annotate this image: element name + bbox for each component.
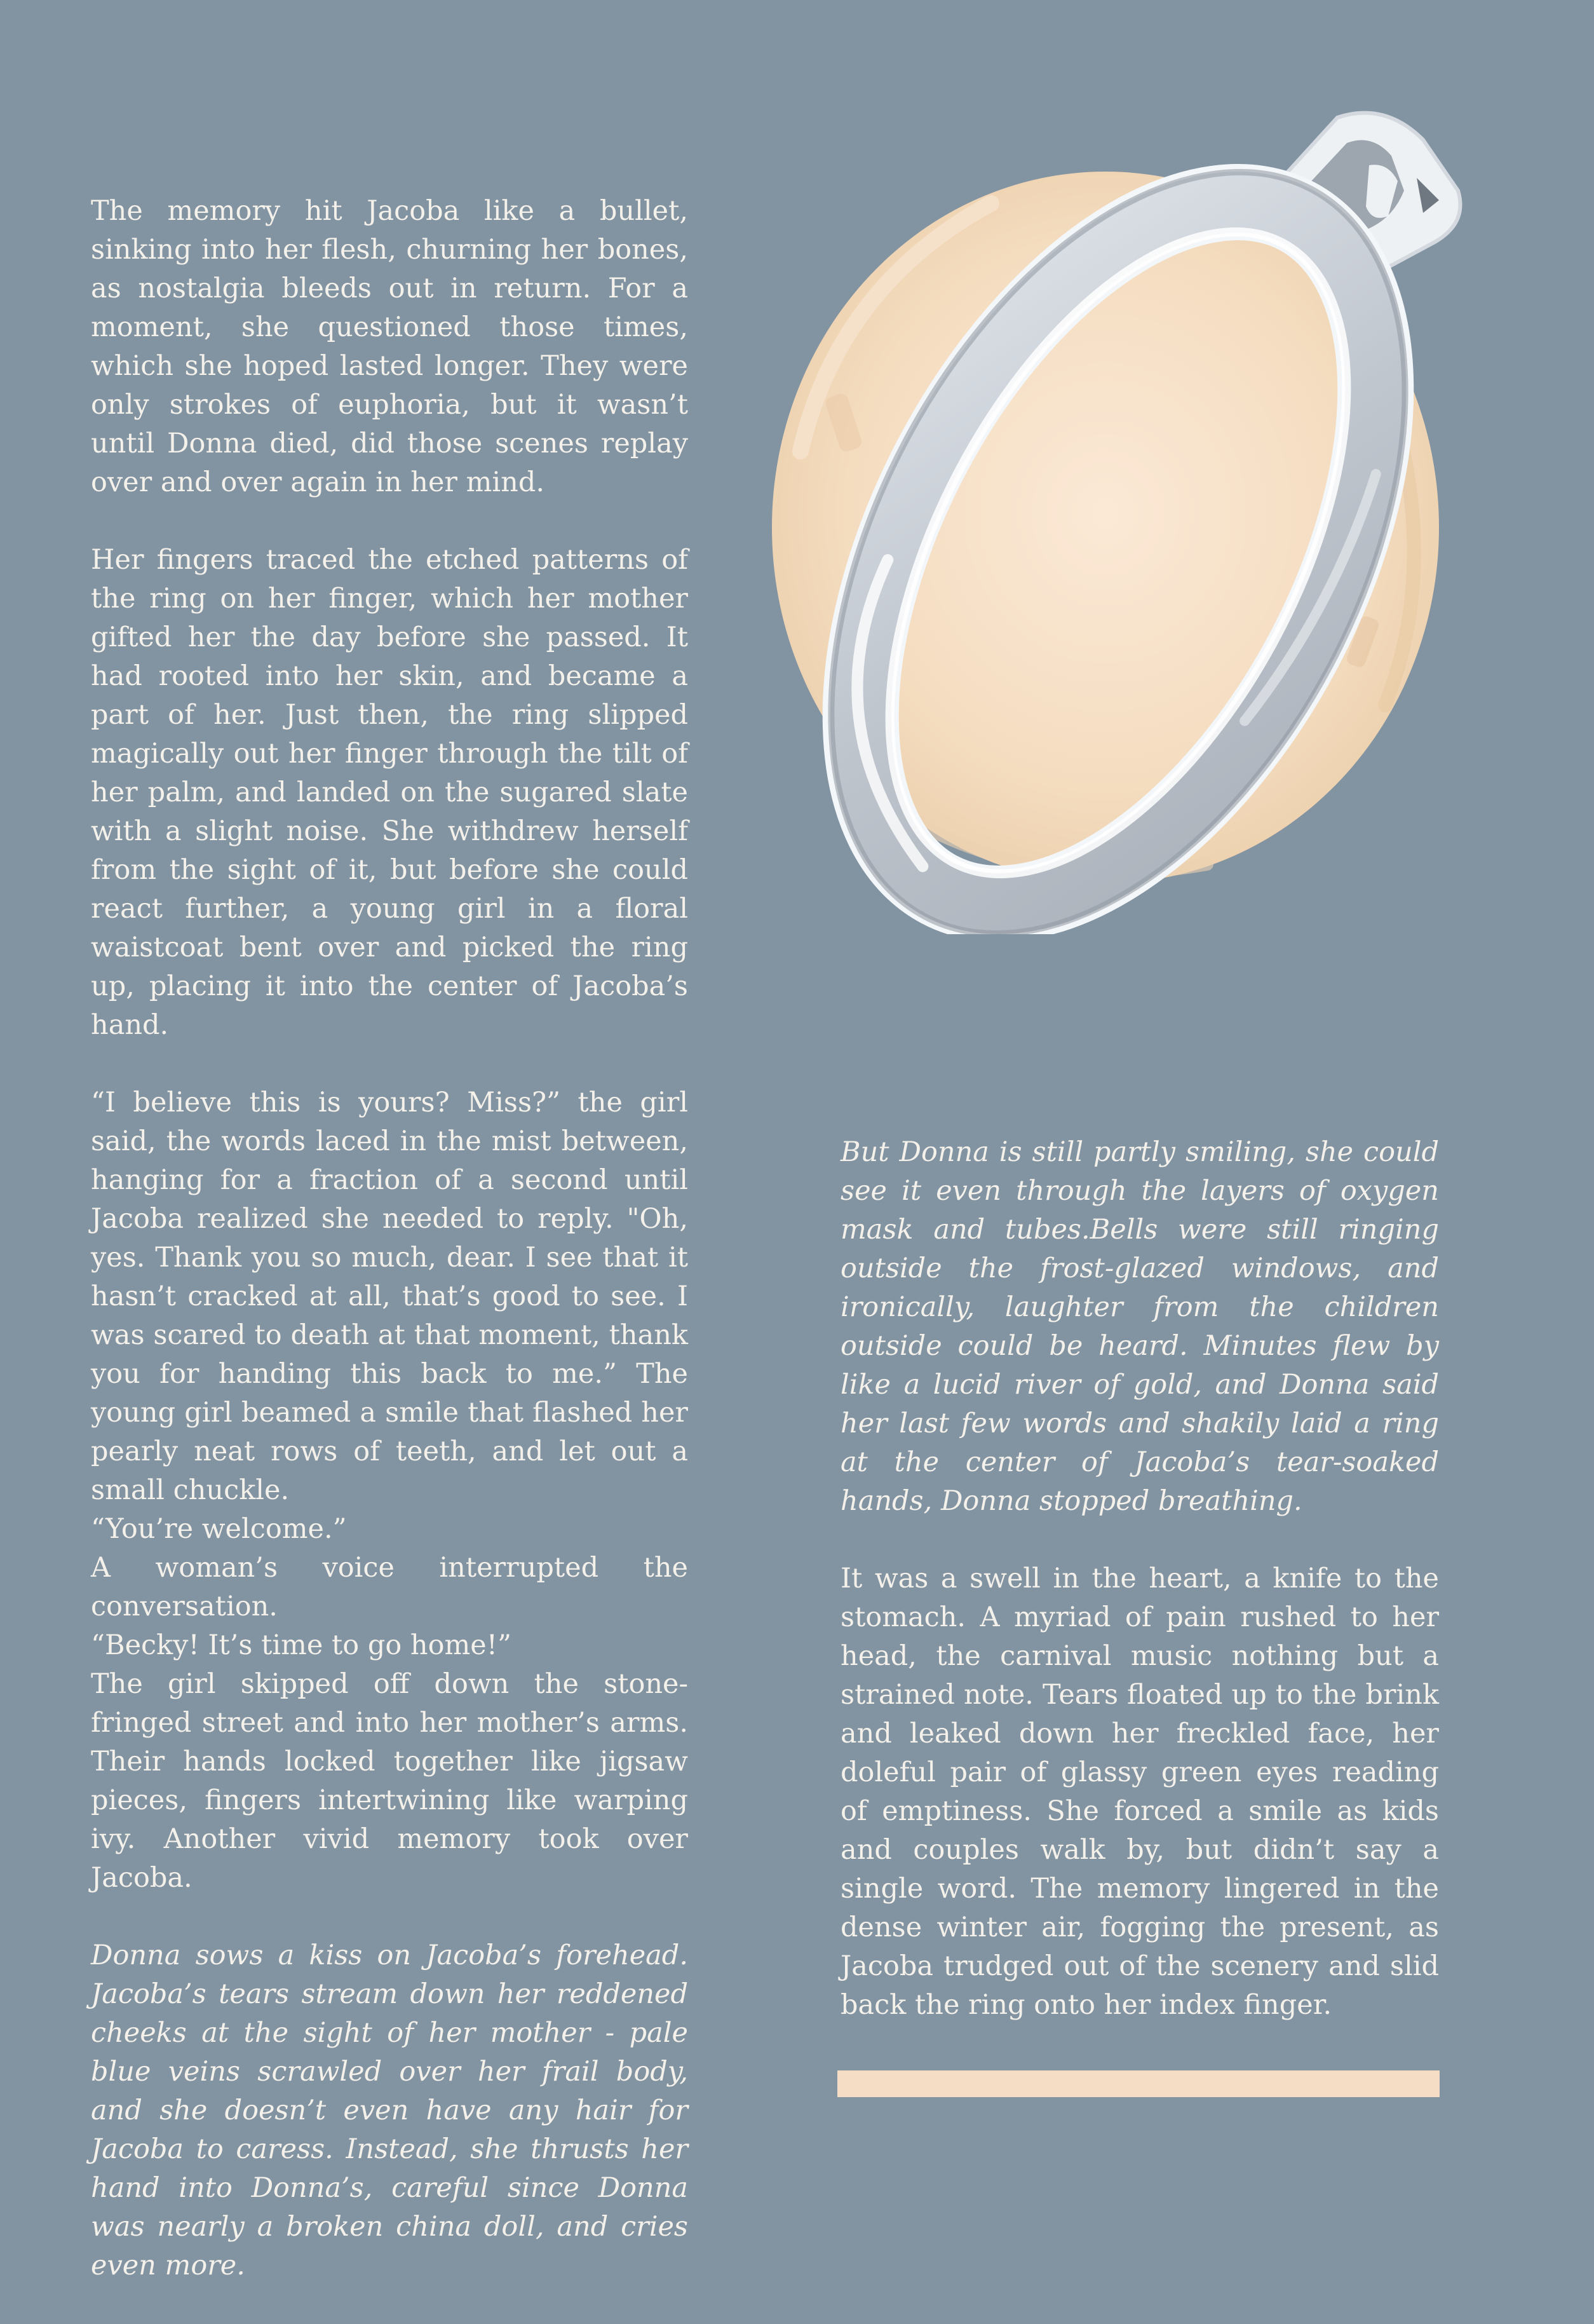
dialogue-welcome: “You’re welcome.” (91, 1513, 347, 1545)
accent-bar (837, 2070, 1440, 2097)
paragraph-2: Her fingers traced the etched patterns of the ring on her finger, which her mother gifted her the day before she passed. It had rooted into her skin, and became a part of her. Just then, the ring slipped magically out her finger through the tilt of her palm, and landed on the sugared slate with a slight noise. She withdrew herself from the sight of it, but before she could react further, a young girl in a floral waistcoat bent over and picked the ring up, placing it into the center of Jacoba’s hand. (91, 544, 688, 1041)
left-column (91, 192, 688, 2324)
paragraph-3 (91, 1084, 688, 1898)
narration-woman-voice: A woman’s voice interrupted the conversation. (91, 1552, 688, 1622)
narration-girl-skipped: The girl skipped off down the stone-fringed street and into her mother’s arms. Their hands locked together like jigsaw pieces, fingers intertwining like warping ivy. Another vivid memory took over Jacoba. (91, 1668, 688, 1894)
memory-paragraph-continued-italic: But Donna is still partly smiling, she could see it even through the layers of oxygen mask and tubes.Bells were still ringing outside the frost-glazed windows, and ironically, laughter from the children outside could be heard. Minutes flew by like a lucid river of gold, and Donna said her last few words and shakily laid a ring at the center of Jacoba’s tear-soaked hands, Donna stopped breathing. (841, 1136, 1439, 1517)
closing-paragraph: It was a swell in the heart, a knife to the stomach. A myriad of pain rushed to her head, the carnival music nothing but a strained note. Tears floated up to the brink and leaked down her freckled face, her doleful pair of glassy green eyes reading of emptiness. She forced a smile as kids and couples walk by, but didn’t say a single word. The memory lingered in the dense winter air, fogging the present, as Jacoba trudged out of the scenery and slid back the ring onto her index finger. (841, 1563, 1439, 2021)
dialogue-becky: “Becky! It’s time to go home!” (91, 1629, 511, 1661)
paragraph-1: The memory hit Jacoba like a bullet, sinking into her flesh, churning her bones, as nostalgia bleeds out in return. For a moment, she questioned those times, which she hoped lasted longer. They were only strokes of euphoria, but it wasn’t until Donna died, did those scenes replay over and over again in her mind. (91, 195, 688, 498)
ring-illustration (762, 95, 1487, 934)
right-column (841, 1133, 1439, 2063)
memory-paragraph-italic: Donna sows a kiss on Jacoba’s forehead. Jacoba’s tears stream down her reddened cheeks at the sight of her mother - pale blue veins scrawled over her frail body, and she doesn’t even have any hair for Jacoba to caress. Instead, she thrusts her hand into Donna’s, careful since Donna was nearly a broken china doll, and cries even more. (91, 1940, 688, 2281)
dialogue-girl: “I believe this is yours? Miss?” the girl said, the words laced in the mist between, hanging for a fraction of a second until Jacoba realized she needed to reply. "Oh, yes. Thank you so much, dear. I see that it hasn’t cracked at all, that’s good to see. I was scared to death at that moment, thank you for handing this back to me.” The young girl beamed a smile that flashed her pearly neat rows of teeth, and let out a small chuckle. (91, 1087, 688, 1506)
